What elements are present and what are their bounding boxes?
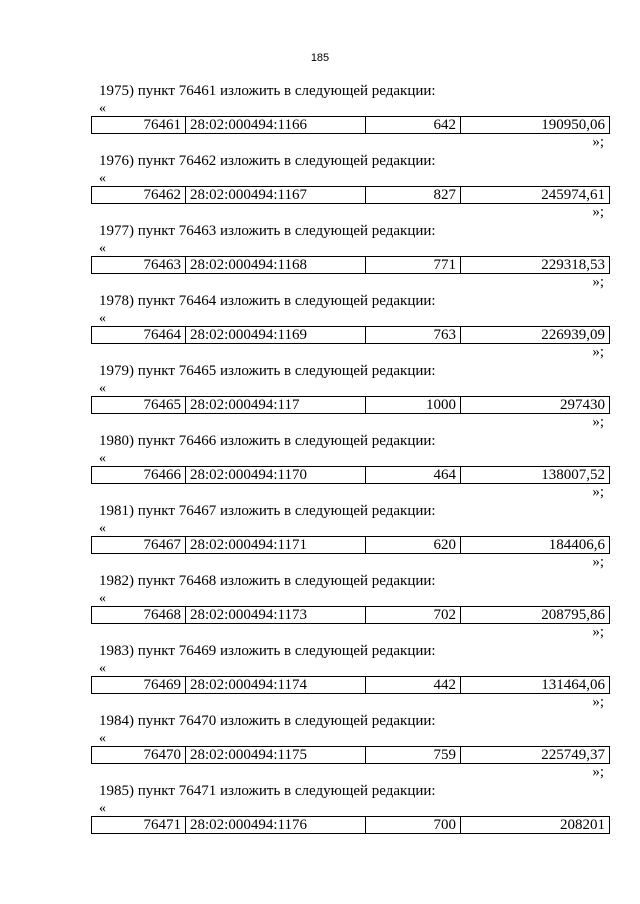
opening-quote: « xyxy=(99,661,106,676)
amendment-heading: 1978) пункт 76464 изложить в следующей редакции: xyxy=(99,293,436,309)
area-cell: 620 xyxy=(366,537,461,553)
table-row xyxy=(91,466,610,484)
opening-quote: « xyxy=(99,591,106,606)
item-number-cell: 76467 xyxy=(92,537,186,553)
cadastral-number-cell: 28:02:000494:1171 xyxy=(186,537,366,553)
amendment-entry xyxy=(0,81,640,151)
area-cell: 1000 xyxy=(366,397,461,413)
amendment-heading: 1975) пункт 76461 изложить в следующей редакции: xyxy=(99,83,436,99)
area-cell: 442 xyxy=(366,677,461,693)
closing-quote: »; xyxy=(592,204,604,220)
table-row xyxy=(91,536,610,554)
cost-cell: 229318,53 xyxy=(541,257,605,273)
opening-quote: « xyxy=(99,451,106,466)
item-number-cell: 76464 xyxy=(92,327,186,343)
cadastral-number-cell: 28:02:000494:1166 xyxy=(186,117,366,133)
cost-cell: 208201 xyxy=(560,817,605,833)
cost-cell: 245974,61 xyxy=(541,187,605,203)
cadastral-number-cell: 28:02:000494:1175 xyxy=(186,747,366,763)
amendment-heading: 1980) пункт 76466 изложить в следующей редакции: xyxy=(99,433,436,449)
amendment-heading: 1981) пункт 76467 изложить в следующей редакции: xyxy=(99,503,436,519)
cadastral-number-cell: 28:02:000494:117 xyxy=(186,397,366,413)
amendment-heading: 1982) пункт 76468 изложить в следующей редакции: xyxy=(99,573,436,589)
opening-quote: « xyxy=(99,241,106,256)
table-row xyxy=(91,256,610,274)
cadastral-number-cell: 28:02:000494:1174 xyxy=(186,677,366,693)
cost-cell: 131464,06 xyxy=(541,677,605,693)
opening-quote: « xyxy=(99,171,106,186)
cost-cell: 138007,52 xyxy=(541,467,605,483)
area-cell: 702 xyxy=(366,607,461,623)
closing-quote: »; xyxy=(592,484,604,500)
item-number-cell: 76462 xyxy=(92,187,186,203)
closing-quote: »; xyxy=(592,414,604,430)
item-number-cell: 76466 xyxy=(92,467,186,483)
opening-quote: « xyxy=(99,101,106,116)
amendment-heading: 1985) пункт 76471 изложить в следующей редакции: xyxy=(99,783,436,799)
item-number-cell: 76468 xyxy=(92,607,186,623)
amendment-heading: 1979) пункт 76465 изложить в следующей редакции: xyxy=(99,363,436,379)
cost-cell: 226939,09 xyxy=(541,327,605,343)
opening-quote: « xyxy=(99,381,106,396)
area-cell: 464 xyxy=(366,467,461,483)
area-cell: 763 xyxy=(366,327,461,343)
table-row xyxy=(91,396,610,414)
amendment-entry xyxy=(0,221,640,291)
table-row xyxy=(91,116,610,134)
closing-quote: »; xyxy=(592,274,604,290)
opening-quote: « xyxy=(99,311,106,326)
cost-cell: 208795,86 xyxy=(541,607,605,623)
item-number-cell: 76463 xyxy=(92,257,186,273)
amendment-entry xyxy=(0,431,640,501)
amendment-heading: 1977) пункт 76463 изложить в следующей редакции: xyxy=(99,223,436,239)
closing-quote: »; xyxy=(592,134,604,150)
cadastral-number-cell: 28:02:000494:1170 xyxy=(186,467,366,483)
cadastral-number-cell: 28:02:000494:1176 xyxy=(186,817,366,833)
amendment-entry xyxy=(0,361,640,431)
closing-quote: »; xyxy=(592,344,604,360)
closing-quote: »; xyxy=(592,554,604,570)
area-cell: 827 xyxy=(366,187,461,203)
area-cell: 700 xyxy=(366,817,461,833)
opening-quote: « xyxy=(99,731,106,746)
amendment-entry xyxy=(0,501,640,571)
cost-cell: 184406,6 xyxy=(548,537,605,553)
amendment-entry xyxy=(0,711,640,781)
area-cell: 642 xyxy=(366,117,461,133)
item-number-cell: 76469 xyxy=(92,677,186,693)
item-number-cell: 76461 xyxy=(92,117,186,133)
amendment-entry xyxy=(0,641,640,711)
amendment-entry xyxy=(0,291,640,361)
table-row xyxy=(91,186,610,204)
table-row xyxy=(91,606,610,624)
document-body xyxy=(0,81,640,851)
cadastral-number-cell: 28:02:000494:1173 xyxy=(186,607,366,623)
amendment-entry xyxy=(0,151,640,221)
table-row xyxy=(91,746,610,764)
table-row xyxy=(91,326,610,344)
cost-cell: 190950,06 xyxy=(541,117,605,133)
item-number-cell: 76470 xyxy=(92,747,186,763)
closing-quote: »; xyxy=(592,764,604,780)
page-number: 185 xyxy=(310,52,330,64)
area-cell: 771 xyxy=(366,257,461,273)
cost-cell: 297430 xyxy=(560,397,605,413)
amendment-entry xyxy=(0,781,640,851)
table-row xyxy=(91,816,610,834)
opening-quote: « xyxy=(99,801,106,816)
closing-quote: »; xyxy=(592,694,604,710)
item-number-cell: 76471 xyxy=(92,817,186,833)
closing-quote: »; xyxy=(592,624,604,640)
cadastral-number-cell: 28:02:000494:1169 xyxy=(186,327,366,343)
item-number-cell: 76465 xyxy=(92,397,186,413)
amendment-heading: 1984) пункт 76470 изложить в следующей редакции: xyxy=(99,713,436,729)
area-cell: 759 xyxy=(366,747,461,763)
opening-quote: « xyxy=(99,521,106,536)
amendment-entry xyxy=(0,571,640,641)
amendment-heading: 1983) пункт 76469 изложить в следующей редакции: xyxy=(99,643,436,659)
cadastral-number-cell: 28:02:000494:1168 xyxy=(186,257,366,273)
amendment-heading: 1976) пункт 76462 изложить в следующей редакции: xyxy=(99,153,436,169)
cadastral-number-cell: 28:02:000494:1167 xyxy=(186,187,366,203)
cost-cell: 225749,37 xyxy=(541,747,605,763)
table-row xyxy=(91,676,610,694)
